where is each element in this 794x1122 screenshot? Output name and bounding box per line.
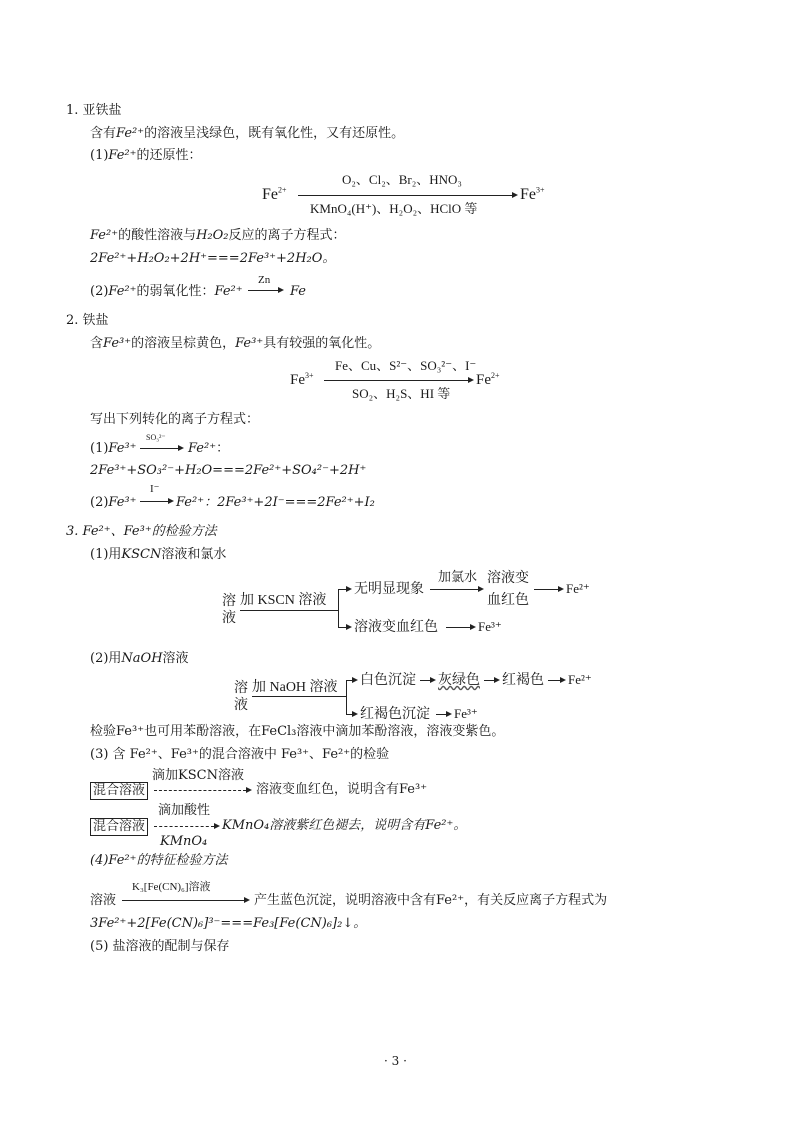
s2-intro-a: 含 <box>90 336 104 351</box>
eq1-right-sup: 3+ <box>536 185 545 195</box>
d2-a4-line <box>436 714 446 715</box>
d1-result-bottom: 血红色 <box>487 592 529 608</box>
phenol-line: 检验Fe³⁺也可用苯酚溶液，在FeCl₃溶液中滴加苯酚溶液，溶液变紫色。 <box>90 724 505 739</box>
zn-arrow-head <box>278 287 284 293</box>
s2-intro-c: 具有较强的氧化性。 <box>263 336 381 351</box>
s1-intro-b: 的溶液呈浅绿色，既有氧化性，又有还原性。 <box>144 126 405 141</box>
eq1-arrow-line <box>298 195 512 196</box>
eq2-right <box>476 372 500 388</box>
mix2-box: 混合溶液 <box>90 818 148 836</box>
d2-left-bottom: 液 <box>234 697 248 713</box>
r2-arrow-line <box>140 501 168 502</box>
d2-a3-line <box>548 680 560 681</box>
m2-b: 溶液 <box>162 651 189 666</box>
fe2-text: Fe²⁺ <box>214 284 243 299</box>
r2-line <box>90 495 137 511</box>
s1-acid-line <box>90 228 346 244</box>
h2o2-text: H₂O₂ <box>196 228 229 243</box>
eq1-left-base: Fe <box>262 186 278 203</box>
p1-title: 的还原性： <box>136 148 202 163</box>
s1-eq2: 2Fe²⁺+H₂O₂+2H⁺===2Fe³⁺+2H₂O。 <box>90 251 336 266</box>
section-3-heading: 3. Fe²⁺、Fe³⁺的检验方法 <box>66 524 217 539</box>
mix1-arrow-head <box>246 787 252 793</box>
d1-branch-line <box>338 589 339 627</box>
eq2-left-base: Fe <box>290 372 305 388</box>
fe3-text: Fe³⁺ <box>103 336 132 351</box>
d1-fe2: Fe²⁺ <box>566 581 590 596</box>
eq1-left-sup: 2+ <box>278 185 287 195</box>
d2-a2-line <box>484 680 494 681</box>
d1-branch-top-head <box>346 586 352 592</box>
r1-product <box>188 441 229 457</box>
d1-branch-top <box>338 589 346 590</box>
fe2-text: Fe²⁺ <box>108 284 137 299</box>
fe2-text: Fe²⁺ <box>108 148 137 163</box>
zn-arrow-line <box>248 290 278 291</box>
p2-num: (2) <box>90 284 109 299</box>
d1-red-arrow-head <box>470 624 476 630</box>
mix1-box: 混合溶液 <box>90 782 148 800</box>
r2-product <box>176 495 375 511</box>
s2-intro-b: 的溶液呈棕黄色， <box>131 336 236 351</box>
k3-solution: 溶液 <box>90 893 117 908</box>
s1-intro-a: 含有 <box>90 126 117 141</box>
acid-b: 反应的离子方程式： <box>228 228 346 243</box>
m2-a: (2)用 <box>90 651 122 666</box>
d2-red-brown: 红褐色 <box>502 672 544 688</box>
d1-fe3: Fe³⁺ <box>478 619 502 634</box>
r2-arrow-head <box>168 498 174 504</box>
r1-equation: 2Fe³⁺+SO₃²⁻+H₂O===2Fe²⁺+SO₄²⁻+2H⁺ <box>90 463 367 478</box>
fe2-text: Fe²⁺ <box>188 441 217 456</box>
m4-line: (4)Fe²⁺的特征检验方法 <box>90 853 228 868</box>
d1-result-top: 溶液变 <box>487 570 529 586</box>
fe3-text: Fe³⁺ <box>108 495 137 510</box>
acid-a: 的酸性溶液与 <box>118 228 197 243</box>
fe3-text: Fe³⁺ <box>108 441 137 456</box>
d1-cl-arrow-line <box>430 589 478 590</box>
mix1-arrow-line <box>154 790 246 791</box>
d1-left-top: 溶 <box>222 593 236 609</box>
m1-line <box>90 547 226 563</box>
eq2-bottom-reagents: SO₂、H₂S、HI 等 <box>352 386 451 401</box>
k3-arrow-head <box>244 897 250 903</box>
r2-equation: ：2Fe³⁺+2I⁻===2Fe²⁺+I₂ <box>204 495 375 510</box>
d2-branch-line <box>346 680 347 714</box>
m1-a: (1)用 <box>90 547 122 562</box>
fe2-text: Fe²⁺ <box>176 495 205 510</box>
d1-chlorine: 加氯水 <box>438 570 478 585</box>
eq2-top-reagents: Fe、Cu、S²⁻、SO₃²⁻、I⁻ <box>335 358 477 373</box>
k3-result: 产生蓝色沉淀，说明溶液中含有Fe²⁺，有关反应离子方程式为 <box>254 893 608 908</box>
page-number: · 3 · <box>384 1054 407 1068</box>
d2-a2-head <box>494 677 500 683</box>
s2-intro <box>90 336 380 352</box>
eq2-left <box>290 372 314 388</box>
eq1-right-base: Fe <box>520 186 536 203</box>
fe2-text: Fe²⁺ <box>90 228 119 243</box>
m1-b: 溶液和氯水 <box>161 547 227 562</box>
mix1-result: 溶液变血红色，说明含有Fe³⁺ <box>256 782 428 797</box>
s2-write: 写出下列转化的离子方程式： <box>90 412 260 427</box>
r1-arrow-head <box>178 445 184 451</box>
s1-p1-label <box>90 148 202 164</box>
p1-num: (1) <box>90 148 109 163</box>
p2-title: 的弱氧化性： <box>136 284 215 299</box>
k3-arrow-line <box>122 900 244 901</box>
d1-red-arrow-line <box>446 627 470 628</box>
d2-fe2: Fe²⁺ <box>568 672 592 687</box>
eq1-left <box>262 187 287 203</box>
eq1-bottom-reagents: KMnO₄(H⁺)、H₂O₂、HClO 等 <box>310 201 478 216</box>
fe3-text: Fe³⁺ <box>235 336 264 351</box>
d2-fe3: Fe³⁺ <box>454 706 478 721</box>
d2-a1-line <box>420 680 430 681</box>
d2-branch-bottom-head <box>352 711 358 717</box>
s1-p2 <box>90 284 243 300</box>
eq1-arrow-head <box>512 192 518 198</box>
eq2-right-base: Fe <box>476 372 491 388</box>
r1-num: (1) <box>90 441 109 456</box>
r1-arrow-label: SO₃²⁻ <box>146 433 166 442</box>
m1-kscn: KSCN <box>121 547 162 562</box>
eq2-left-sup: 3+ <box>305 371 314 380</box>
eq2-arrow-line <box>324 380 468 381</box>
eq1-top-reagents: O₂、Cl₂、Br₂、HNO₃ <box>342 172 462 187</box>
d2-add-naoh: 加 NaOH 溶液 <box>252 680 338 695</box>
k3-reagent: K₃[Fe(CN)₆]溶液 <box>132 881 211 893</box>
d2-grey-green: 灰绿色 <box>438 672 480 688</box>
mix2-top: 滴加酸性 <box>158 803 211 818</box>
d2-white: 白色沉淀 <box>360 672 416 688</box>
d1-no-change: 无明显现象 <box>354 581 424 597</box>
d2-red-precipitate: 红褐色沉淀 <box>360 706 430 722</box>
eq1-right <box>520 187 545 203</box>
zn-label: Zn <box>258 274 271 286</box>
r1-arrow-line <box>140 448 178 449</box>
mix1-top: 滴加KSCN溶液 <box>152 768 244 783</box>
r2-arrow-label: I⁻ <box>150 483 160 495</box>
d2-a3-head <box>560 677 566 683</box>
s1-intro <box>90 126 404 142</box>
r2-num: (2) <box>90 495 109 510</box>
d1-left-bottom: 液 <box>222 610 236 626</box>
d2-under-line <box>252 696 346 697</box>
d1-end-arrow-line <box>534 589 558 590</box>
fe-product: Fe <box>290 284 307 299</box>
m2-naoh: NaOH <box>121 651 163 666</box>
d1-add-kscn: 加 KSCN 溶液 <box>240 593 327 608</box>
eq2-arrow-head <box>468 377 474 383</box>
m3-line: (3) 含 Fe²⁺、Fe³⁺的混合溶液中 Fe³⁺、Fe²⁺的检验 <box>90 747 390 762</box>
m5-line: (5) 盐溶液的配制与保存 <box>90 939 230 954</box>
d1-under-line <box>240 610 338 611</box>
d2-left-top: 溶 <box>234 680 248 696</box>
fe2-text: Fe²⁺ <box>116 126 145 141</box>
mix2-bottom: KMnO₄ <box>160 834 208 849</box>
d1-branch-bottom <box>338 627 346 628</box>
d1-branch-bottom-head <box>346 624 352 630</box>
d2-branch-top-head <box>352 677 358 683</box>
d1-cl-arrow-head <box>478 586 484 592</box>
mix2-arrow-head <box>214 823 220 829</box>
r1-line <box>90 441 137 457</box>
eq2-right-sup: 2+ <box>491 371 500 380</box>
m2-line <box>90 651 189 667</box>
section-2-heading: 2. 铁盐 <box>66 313 109 328</box>
mix2-arrow-line <box>154 826 214 827</box>
section-1-heading: 1. 亚铁盐 <box>66 103 122 118</box>
k3-equation: 3Fe²⁺+2[Fe(CN)₆]³⁻===Fe₃[Fe(CN)₆]₂↓。 <box>90 916 367 931</box>
d1-end-arrow-head <box>558 586 564 592</box>
r1-colon: ： <box>216 441 230 456</box>
d2-a4-head <box>446 711 452 717</box>
mix2-result: KMnO₄溶液紫红色褪去，说明含有Fe²⁺。 <box>222 818 467 833</box>
d1-red: 溶液变血红色 <box>354 619 438 635</box>
d2-a1-head <box>430 677 436 683</box>
